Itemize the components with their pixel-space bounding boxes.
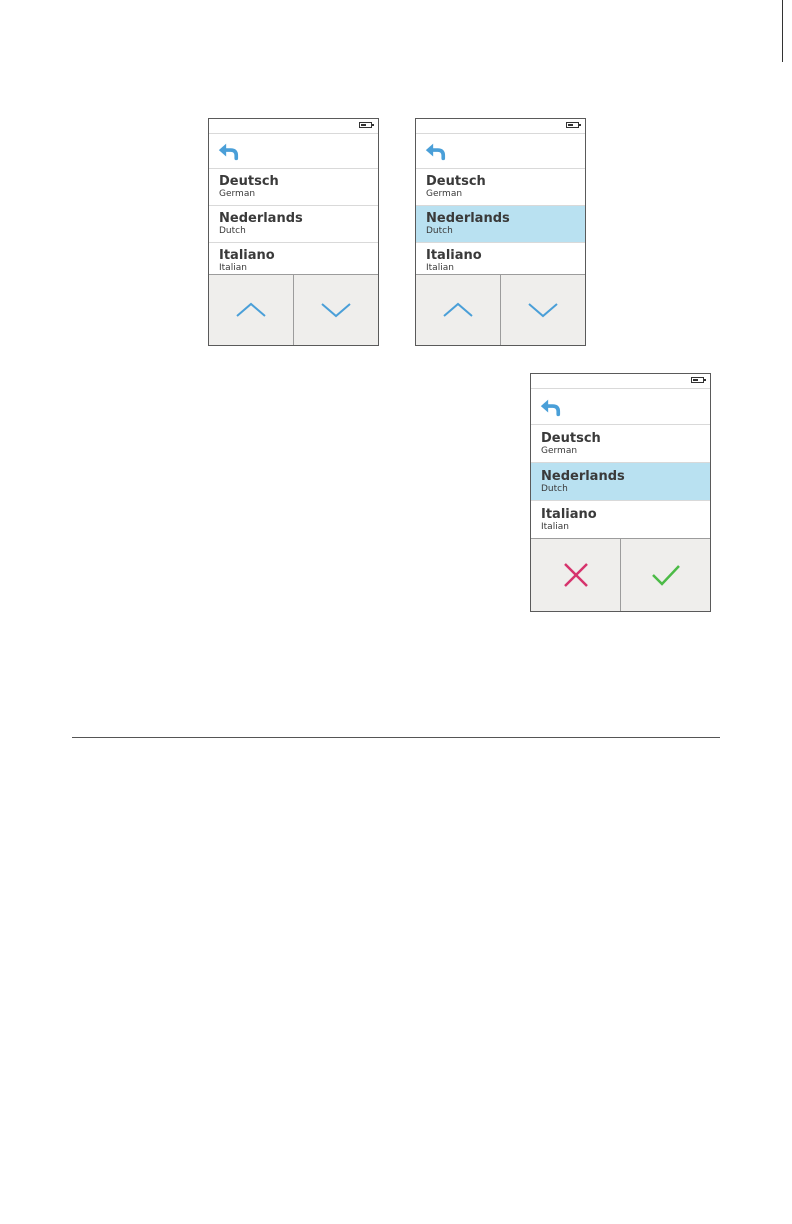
language-english-name: German bbox=[426, 189, 463, 199]
language-english-name: Dutch bbox=[541, 484, 568, 494]
language-name: Italiano bbox=[219, 248, 275, 263]
language-item-nederlands[interactable] bbox=[416, 206, 585, 243]
checkmark-icon bbox=[650, 562, 682, 588]
scroll-down-button[interactable] bbox=[293, 275, 378, 345]
battery-icon bbox=[566, 122, 579, 128]
scroll-up-button[interactable] bbox=[416, 275, 500, 345]
battery-icon bbox=[359, 122, 372, 128]
back-arrow-icon[interactable] bbox=[217, 140, 239, 162]
language-item-deutsch[interactable] bbox=[416, 169, 585, 206]
back-arrow-icon[interactable] bbox=[539, 396, 561, 418]
language-english-name: Dutch bbox=[426, 226, 453, 236]
confirm-button[interactable] bbox=[620, 539, 710, 611]
chevron-up-icon bbox=[441, 301, 475, 319]
scroll-up-button[interactable] bbox=[209, 275, 293, 345]
language-english-name: Italian bbox=[219, 263, 247, 273]
page-edge-line bbox=[782, 0, 783, 62]
language-english-name: Dutch bbox=[219, 226, 246, 236]
language-name: Nederlands bbox=[541, 469, 625, 484]
back-arrow-icon[interactable] bbox=[424, 140, 446, 162]
button-bar bbox=[416, 274, 585, 345]
device-screen-confirm bbox=[530, 373, 711, 612]
language-item-deutsch[interactable] bbox=[531, 425, 710, 463]
language-name: Italiano bbox=[541, 507, 597, 522]
chevron-up-icon bbox=[234, 301, 268, 319]
button-bar bbox=[209, 274, 378, 345]
language-name: Italiano bbox=[426, 248, 482, 263]
language-english-name: Italian bbox=[426, 263, 454, 273]
language-item-deutsch[interactable] bbox=[209, 169, 378, 206]
device-screen-selected bbox=[415, 118, 586, 346]
language-english-name: Italian bbox=[541, 522, 569, 532]
language-item-nederlands[interactable] bbox=[531, 463, 710, 501]
device-screen-list bbox=[208, 118, 379, 346]
nav-bar bbox=[531, 389, 710, 425]
language-name: Deutsch bbox=[426, 174, 486, 189]
language-item-nederlands[interactable] bbox=[209, 206, 378, 243]
status-bar bbox=[209, 119, 378, 134]
language-name: Deutsch bbox=[541, 431, 601, 446]
cancel-button[interactable] bbox=[531, 539, 620, 611]
status-bar bbox=[531, 374, 710, 389]
chevron-down-icon bbox=[526, 301, 560, 319]
language-name: Nederlands bbox=[426, 211, 510, 226]
button-bar bbox=[531, 538, 710, 611]
nav-bar bbox=[209, 134, 378, 169]
page-divider bbox=[72, 737, 720, 738]
close-icon bbox=[562, 561, 590, 589]
battery-icon bbox=[691, 377, 704, 383]
nav-bar bbox=[416, 134, 585, 169]
language-english-name: German bbox=[541, 446, 578, 456]
language-item-italiano[interactable] bbox=[531, 501, 710, 539]
language-english-name: German bbox=[219, 189, 256, 199]
scroll-down-button[interactable] bbox=[500, 275, 585, 345]
language-name: Deutsch bbox=[219, 174, 279, 189]
language-name: Nederlands bbox=[219, 211, 303, 226]
chevron-down-icon bbox=[319, 301, 353, 319]
status-bar bbox=[416, 119, 585, 134]
